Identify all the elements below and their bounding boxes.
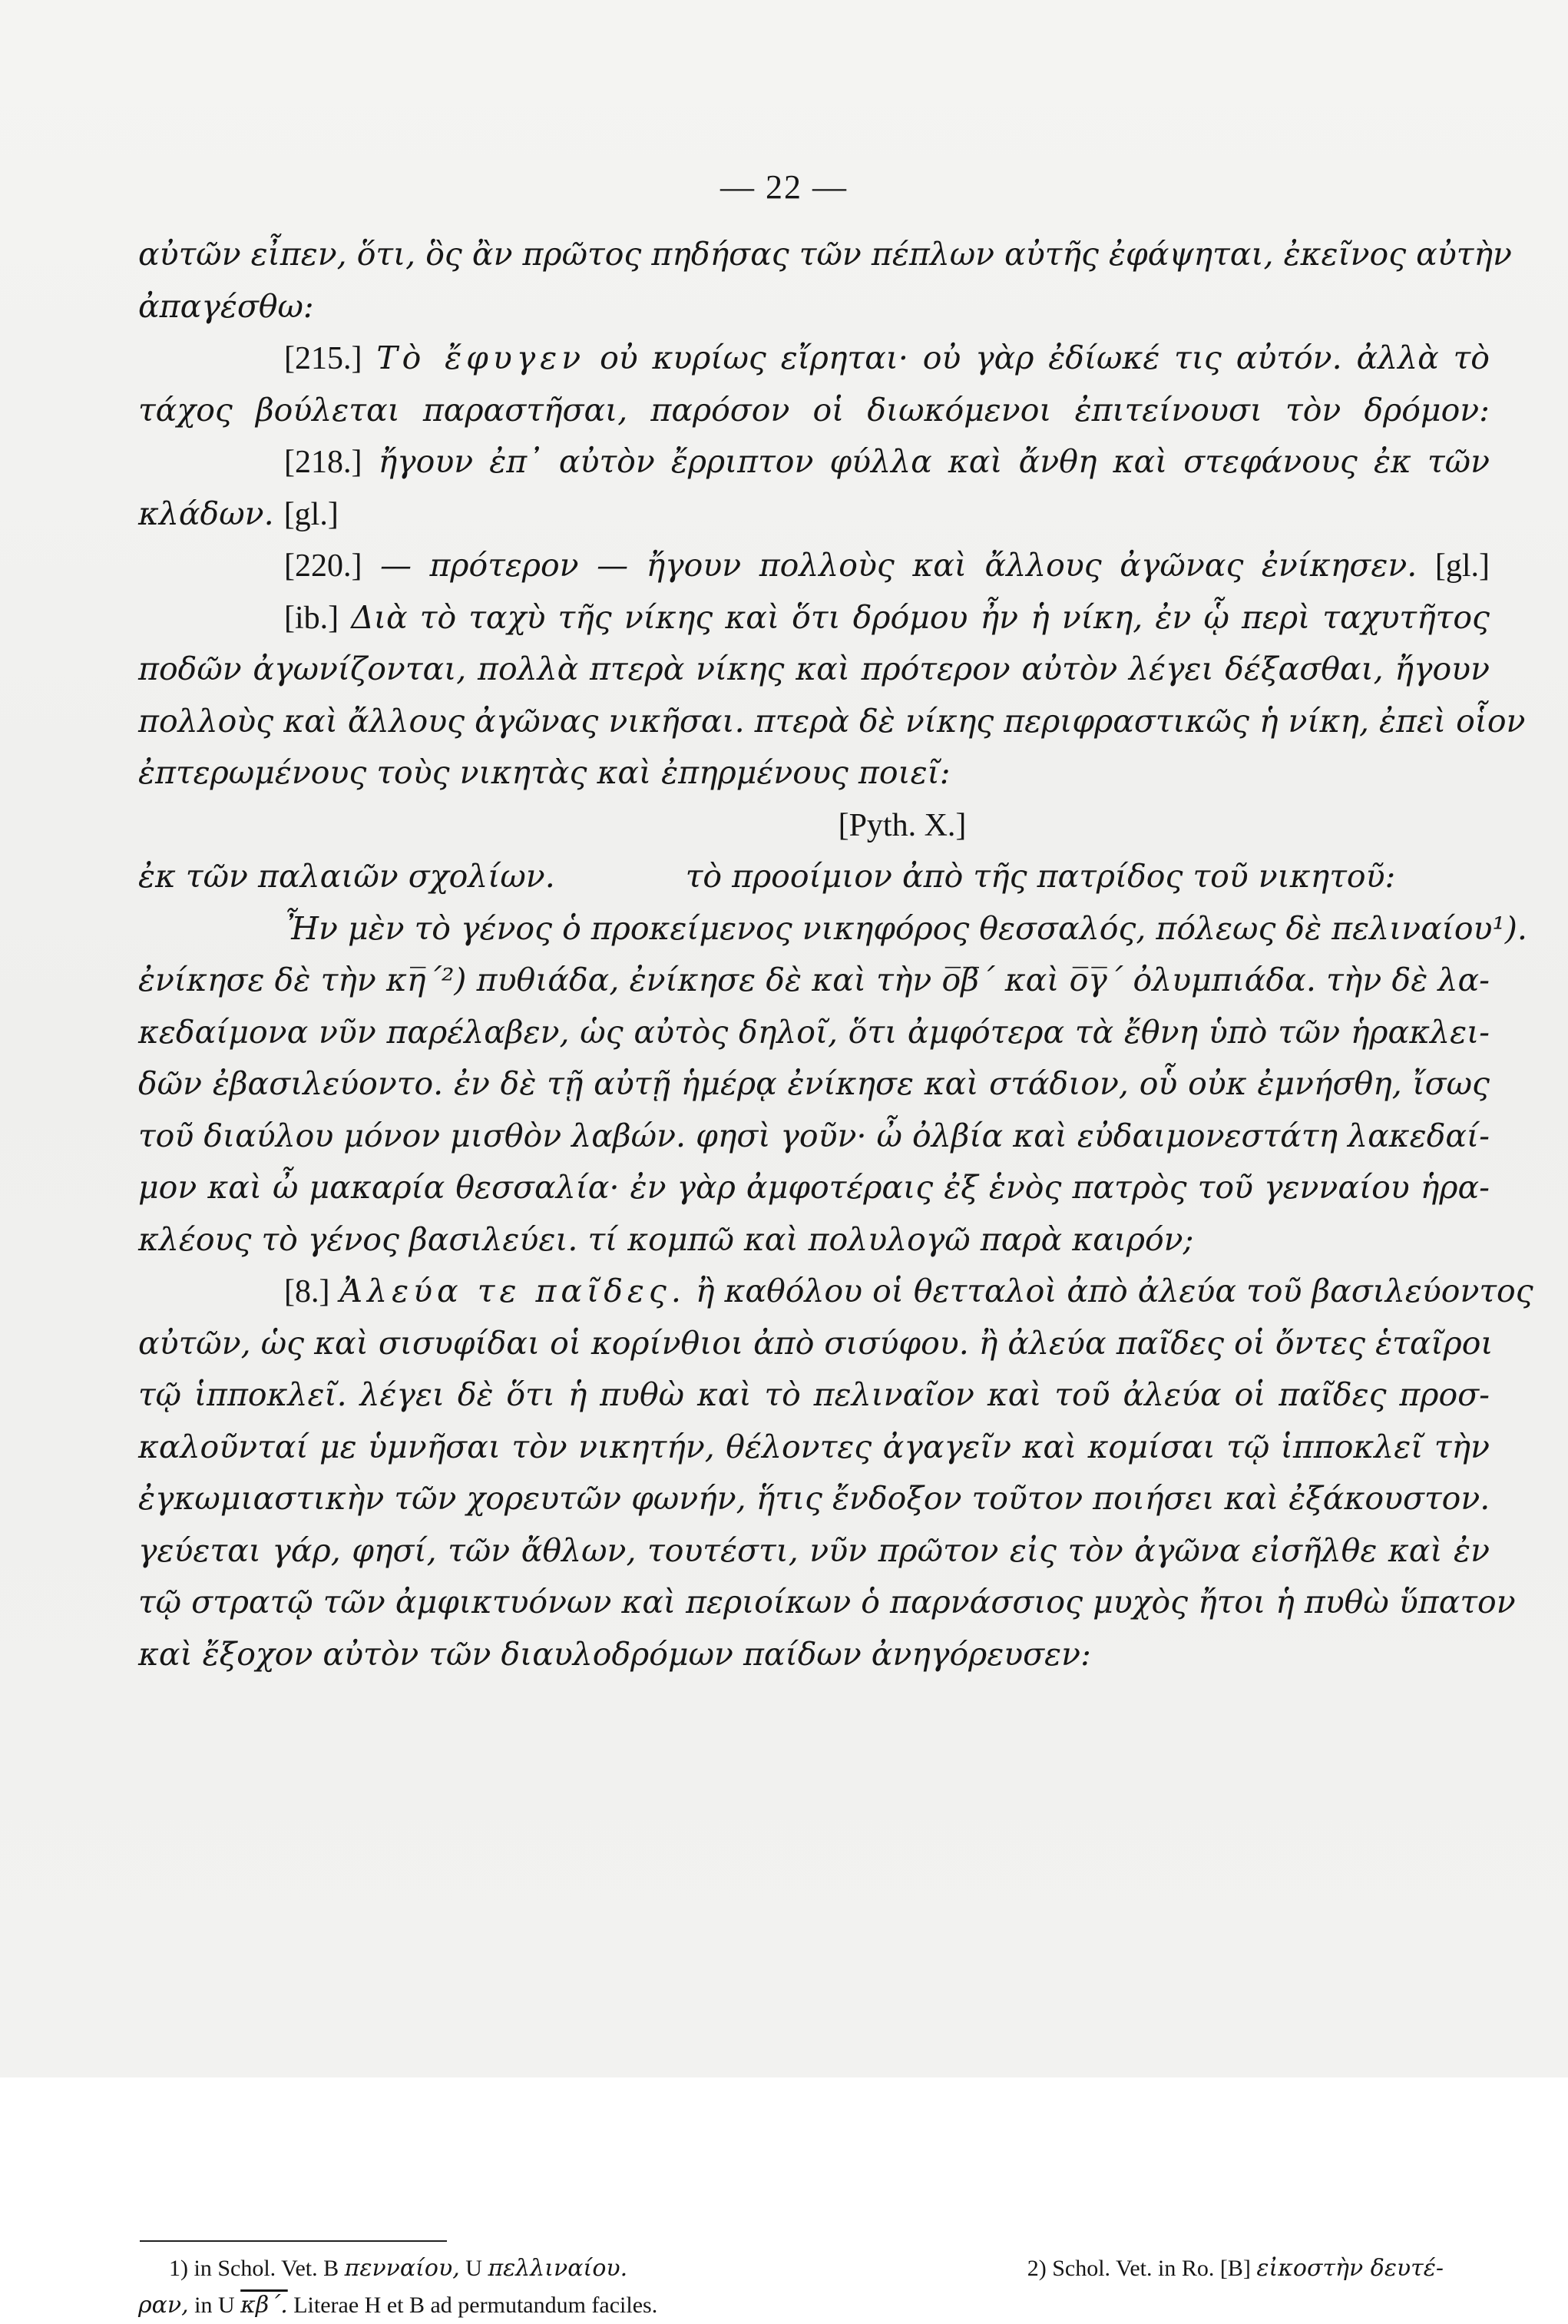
- footnotes: [138, 2250, 1490, 2324]
- text-line: καὶ ἔξοχον αὐτὸν τῶν διαυλοδρόμων παίδων ἀνηγόρευσεν:: [138, 1635, 1091, 1673]
- page-number: — 22 —: [720, 168, 848, 206]
- scholia-heading: ἐκ τῶν παλαιῶν σχολίων.: [138, 858, 555, 895]
- text-line: [218.] ἤγουν ἐπ᾽ αὐτὸν ἔρριπτον φύλλα καὶ ἄνθη καὶ στεφάνους ἐκ τῶν: [284, 443, 1490, 480]
- text-line: [215.] Τὸ ἔφυγεν οὐ κυρίως εἴρηται· οὐ γὰρ ἐδίωκέ τις αὐτόν. ἀλλὰ τὸ: [284, 339, 1490, 376]
- text-line: μον καὶ ὦ μακαρία θεσσαλία· ἐν γὰρ ἀμφοτέραις ἐξ ἑνὸς πατρὸς τοῦ γενναίου ἡρα-: [138, 1169, 1490, 1206]
- text-line: κλάδων. [gl.]: [138, 495, 339, 532]
- gloss-marker: [gl.]: [283, 496, 339, 532]
- line-reference: [ib.]: [284, 600, 339, 636]
- text-line: ἐπτερωμένους τοὺς νικητὰς καὶ ἐπηρμένους ποιεῖ:: [138, 754, 951, 791]
- text-line: αὐτῶν εἶπεν, ὅτι, ὃς ἂν πρῶτος πηδήσας τῶν πέπλων αὐτῆς ἐφάψηται, ἐκεῖνος αὐτὴν: [138, 236, 1512, 273]
- text-line: τοῦ διαύλου μόνον μισθὸν λαβών. φησὶ γοῦν· ὦ ὀλβία καὶ εὐδαιμονεστάτη λακεδαί-: [138, 1117, 1490, 1154]
- text-line: κεδαίμονα νῦν παρέλαβεν, ὡς αὐτὸς δηλοῖ, ὅτι ἀμφότερα τὰ ἔθνη ὑπὸ τῶν ἡρακλει-: [138, 1013, 1490, 1051]
- text-line: [220.] — πρότερον — ἤγουν πολλοὺς καὶ ἄλλους ἀγῶνας ἐνίκησεν. [gl.]: [284, 547, 1490, 584]
- line-reference: [220.]: [284, 548, 362, 584]
- text-line: ἐκ τῶν παλαιῶν σχολίων. τὸ προοίμιον ἀπὸ τῆς πατρίδος τοῦ νικητοῦ:: [138, 858, 1396, 895]
- text-line: [8.] Ἀλεύα τε παῖδες. ἢ καθόλου οἱ θετταλοὶ ἀπὸ ἀλεύα τοῦ βασιλεύοντος: [284, 1273, 1533, 1309]
- text-line: δῶν ἐβασιλεύοντο. ἐν δὲ τῇ αὐτῇ ἡμέρᾳ ἐνίκησε καὶ στάδιον, οὗ οὐκ ἐμνήσθη, ἴσως: [138, 1065, 1490, 1102]
- footnote-line: 1) in Schol. Vet. B πενναίου, U πελλιναίου. 2) Schol. Vet. in Ro. [B] εἰκοστὴν δευτέ-: [169, 2255, 1444, 2282]
- lemma: Ἀλεύα τε παῖδες.: [339, 1273, 686, 1309]
- text-line: πολλοὺς καὶ ἄλλους ἀγῶνας νικῆσαι. πτερὰ δὲ νίκης περιφραστικῶς ἡ νίκη, ἐπεὶ οἷον: [138, 702, 1526, 740]
- text-line: ποδῶν ἀγωνίζονται, πολλὰ πτερὰ νίκης καὶ πρότερον αὐτὸν λέγει δέξασθαι, ἤγουν: [138, 651, 1490, 687]
- lemma: Τὸ ἔφυγεν: [376, 339, 586, 376]
- section-title: [Pyth. X.]: [838, 807, 967, 843]
- line-reference: [218.]: [284, 445, 362, 480]
- text-line: αὐτῶν, ὡς καὶ σισυφίδαι οἱ κορίνθιοι ἀπὸ σισύφου. ἢ ἀλεύα παῖδες οἱ ὄντες ἑταῖροι: [138, 1324, 1494, 1362]
- text-line: καλοῦνταί με ὑμνῆσαι τὸν νικητήν, θέλοντες ἀγαγεῖν καὶ κομίσαι τῷ ἱπποκλεῖ τὴν: [138, 1428, 1490, 1465]
- text-line: τῷ στρατῷ τῶν ἀμφικτυόνων καὶ περιοίκων ὁ παρνάσσιος μυχὸς ἤτοι ἡ πυθὼ ὕπατον: [138, 1584, 1516, 1621]
- text-line: ἀπαγέσθω:: [138, 287, 314, 325]
- text-line: [ib.] Διὰ τὸ ταχὺ τῆς νίκης καὶ ὅτι δρόμου ἦν ἡ νίκη, ἐν ᾧ περὶ ταχυτῆτος: [284, 598, 1490, 636]
- text-line: τῷ ἱπποκλεῖ. λέγει δὲ ὅτι ἡ πυθὼ καὶ τὸ πελιναῖον καὶ τοῦ ἀλεύα οἱ παῖδες προσ-: [138, 1376, 1490, 1413]
- text-line: τάχος βούλεται παραστῆσαι, παρόσον οἱ διωκόμενοι ἐπιτείνουσι τὸν δρόμον:: [138, 391, 1490, 429]
- text-line: γεύεται γάρ, φησί, τῶν ἄθλων, τουτέστι, νῦν πρῶτον εἰς τὸν ἀγῶνα εἰσῆλθε καὶ ἐν: [138, 1531, 1490, 1569]
- text-line: ἐνίκησε δὲ τὴν κη̅΄²) πυθιάδα, ἐνίκησε δὲ καὶ τὴν ο̅β̅΄ καὶ ο̅γ̅΄ ὀλυμπιάδα. τὴν δὲ λα-: [138, 962, 1490, 998]
- footnote-line: ραν, in U κβ΄. Literae H et B ad permutandum faciles.: [138, 2292, 658, 2319]
- body-text: [138, 229, 1533, 1680]
- footnote-divider: [140, 2240, 447, 2242]
- line-reference: [215.]: [284, 341, 362, 376]
- text-line: κλέους τὸ γένος βασιλεύει. τί κομπῶ καὶ πολυλογῶ παρὰ καιρόν;: [138, 1220, 1194, 1258]
- text-line: ἐγκωμιαστικὴν τῶν χορευτῶν φωνήν, ἥτις ἔνδοξον τοῦτον ποιήσει καὶ ἐξάκουστον.: [138, 1480, 1490, 1517]
- gloss-marker: [gl.]: [1434, 548, 1490, 584]
- text-line: Ἦν μὲν τὸ γένος ὁ προκείμενος νικηφόρος θεσσαλός, πόλεως δὲ πελιναίου¹).: [284, 909, 1527, 947]
- line-reference: [8.]: [284, 1274, 330, 1309]
